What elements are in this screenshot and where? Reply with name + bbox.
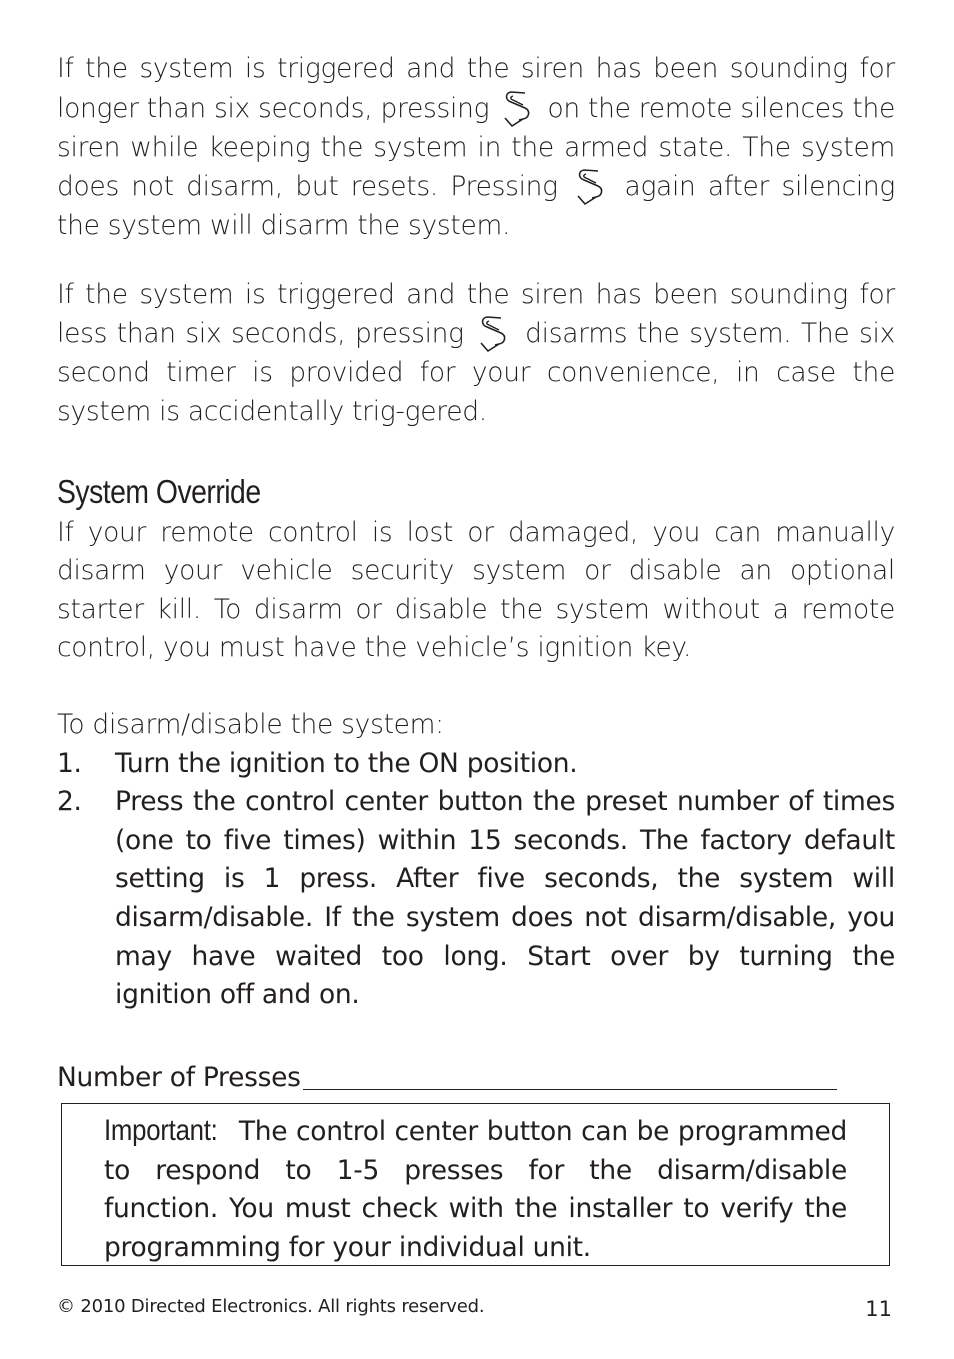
- paragraph-siren-longer: [57, 50, 895, 246]
- step-text: Press the control center button the preset number of times (one to five times) within 15 seconds. The factory default setting is 1 press. After five seconds, the system will disarm/disable. If the system does not disarm/disable, you may have waited too long. Start over by turning the ignition off and on.: [115, 786, 895, 1011]
- paragraph-text: disarms the system. The six second timer is provided for your convenience, in case the system is accidentally trig-gered.: [57, 318, 896, 427]
- step-text: Turn the ignition to the ON position.: [115, 747, 578, 779]
- paragraph-text: If the system is triggered and the siren has been sounding for longer than six seconds, pressing: [57, 53, 895, 124]
- section-body: If your remote control is lost or damaged, you can manually disarm your vehicle security system or disable an optional starter kill. To disarm or disable the system without a remote control, you must have the vehicle’s ignition key.: [57, 516, 895, 664]
- steps-list: [57, 745, 895, 1015]
- copyright-footer: © 2010 Directed Electronics. All rights reserved.: [57, 1296, 485, 1317]
- paragraph-text: If the system is triggered and the siren has been sounding for less than six seconds, pressing: [57, 278, 895, 350]
- step-number: 2.: [57, 786, 82, 818]
- paragraph-siren-less: [57, 276, 895, 432]
- presses-blank-line: [303, 1059, 837, 1090]
- section-title: System Override: [57, 472, 261, 510]
- remote-button-icon: [477, 314, 511, 354]
- important-note: [104, 1112, 847, 1267]
- presses-label: Number of Presses: [57, 1061, 301, 1093]
- step-item: [57, 783, 895, 1015]
- paragraph-text: on the remote silences the siren while keeping the system in the armed state. The system does not disarm, but resets. Pressing: [57, 92, 896, 203]
- page-number: 11: [865, 1297, 892, 1321]
- step-item: [57, 745, 895, 784]
- important-text: The control center button can be programmed to respond to 1-5 presses for the disarm/disable function. You must check with the installer to verify the programming for your individual unit.: [104, 1116, 847, 1263]
- remote-button-icon: [574, 167, 608, 207]
- paragraph-text: again after silencing the system will disarm the system.: [57, 171, 896, 242]
- step-number: 1.: [57, 747, 82, 779]
- page-content: [57, 50, 895, 1097]
- steps-intro: To disarm/disable the system:: [57, 708, 444, 740]
- number-of-presses-field: [57, 1059, 895, 1098]
- remote-button-icon: [501, 89, 535, 129]
- important-note-box: [61, 1103, 890, 1266]
- important-label: Important:: [104, 1114, 218, 1147]
